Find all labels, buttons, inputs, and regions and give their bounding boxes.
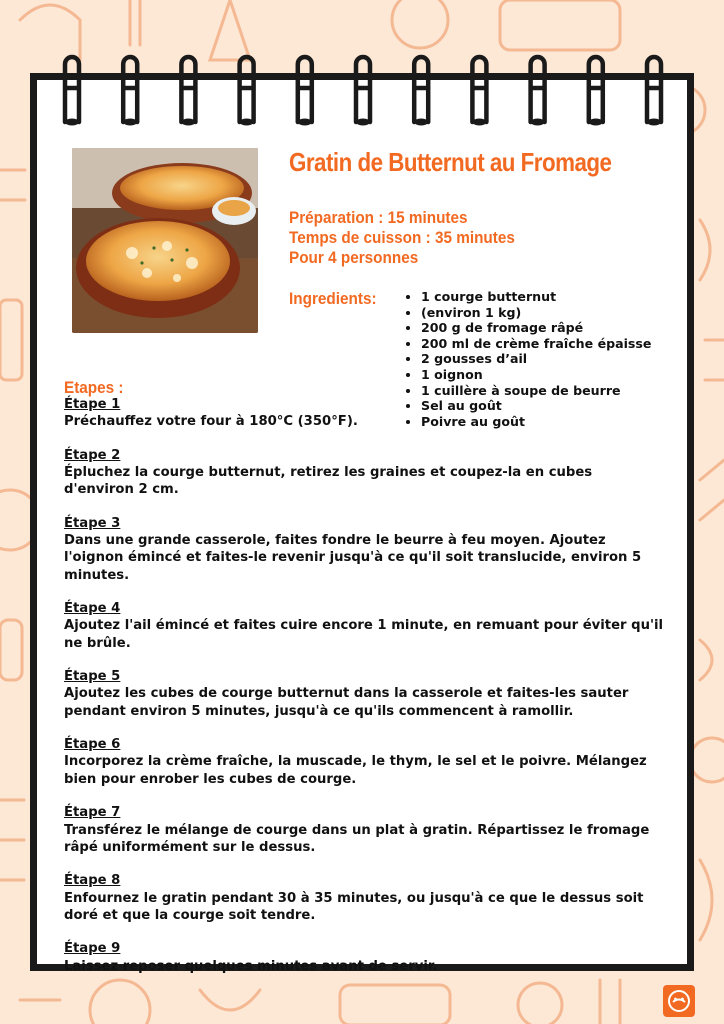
recipe-title: Gratin de Butternut au Fromage	[289, 147, 612, 177]
step-item	[64, 872, 664, 924]
ingredient-item: • Poivre au goût	[421, 414, 651, 430]
ingredient-item: • 200 g de fromage râpé	[421, 320, 651, 336]
step-title: Étape 9	[64, 941, 121, 957]
step-title: Étape 3	[64, 515, 121, 531]
step-item	[64, 396, 664, 431]
step-title: Étape 1	[64, 397, 121, 412]
step-text: Ajoutez l'ail émincé et faites cuire encore 1 minute, en remuant pour éviter qu'il ne brûle.	[64, 618, 664, 651]
spiral-ring-icon	[414, 57, 428, 126]
step-item	[64, 668, 664, 720]
chef-logo-icon	[663, 985, 695, 1017]
ingredient-item: • 200 ml de crème fraîche épaisse	[421, 336, 651, 352]
steps-list	[64, 396, 664, 991]
step-title: Étape 7	[64, 805, 121, 821]
step-text: Préchauffez votre four à 180°C (350°F).	[64, 414, 358, 430]
step-text: Transférez le mélange de courge dans un plat à gratin. Répartissez le fromage râpé uniformément sur le dessus.	[64, 822, 650, 855]
recipe-meta	[289, 208, 515, 268]
step-text: Incorporez la crème fraîche, la muscade, le thym, le sel et le poivre. Mélangez bien pour enrober les cubes de courge.	[64, 754, 647, 787]
spiral-ring-icon	[123, 57, 137, 126]
ingredient-item: • 1 cuillère à soupe de beurre	[421, 383, 651, 399]
step-item	[64, 804, 664, 856]
spiral-ring-icon	[298, 57, 312, 126]
spiral-ring-icon	[647, 57, 661, 126]
step-item	[64, 736, 664, 788]
step-item	[64, 940, 664, 975]
step-title: Étape 8	[64, 873, 121, 889]
spiral-ring-icon	[472, 57, 486, 126]
step-text: Laissez reposer quelques minutes avant de servir.	[64, 958, 438, 974]
spiral-ring-icon	[356, 57, 370, 126]
step-title: Étape 4	[64, 601, 121, 617]
ingredient-item: • (environ 1 kg)	[421, 305, 651, 321]
step-item	[64, 515, 664, 585]
cooking-time: Temps de cuisson : 35 minutes	[289, 228, 515, 247]
spiral-ring-icon	[181, 57, 195, 126]
step-item	[64, 447, 664, 499]
spiral-ring-icon	[240, 57, 254, 126]
step-text: Ajoutez les cubes de courge butternut dans la casserole et faites-les sauter pendant environ 5 minutes, jusqu'à ce qu'ils commencent à ramollir.	[64, 686, 629, 719]
spiral-ring-icon	[589, 57, 603, 126]
steps-heading: Etapes :	[64, 378, 124, 397]
preparation-time: Préparation : 15 minutes	[289, 208, 468, 227]
ingredient-item: • Sel au goût	[421, 398, 651, 414]
step-text: Enfournez le gratin pendant 30 à 35 minutes, ou jusqu'à ce que le dessus soit doré et que la courge soit tendre.	[64, 890, 644, 923]
ingredients-heading: Ingredients:	[289, 289, 377, 308]
recipe-photo	[72, 148, 258, 333]
ingredient-item: • 2 gousses d’ail	[421, 351, 651, 367]
ingredient-item: • 1 oignon	[421, 367, 651, 383]
step-item	[64, 600, 664, 652]
step-title: Étape 2	[64, 447, 121, 463]
spiral-ring-icon	[65, 57, 79, 126]
spiral-ring-icon	[531, 57, 545, 126]
step-title: Étape 6	[64, 737, 121, 753]
spiral-binding	[0, 0, 724, 130]
step-title: Étape 5	[64, 669, 121, 685]
step-text: Épluchez la courge butternut, retirez les graines et coupez-la en cubes d'environ 2 cm.	[64, 465, 593, 498]
step-text: Dans une grande casserole, faites fondre le beurre à feu moyen. Ajoutez l'oignon émincé et faites-le revenir jusqu'à ce qu'il soit translucide, environ 5 minutes.	[64, 533, 642, 583]
servings: Pour 4 personnes	[289, 248, 419, 267]
ingredient-item: • 1 courge butternut	[421, 289, 651, 305]
